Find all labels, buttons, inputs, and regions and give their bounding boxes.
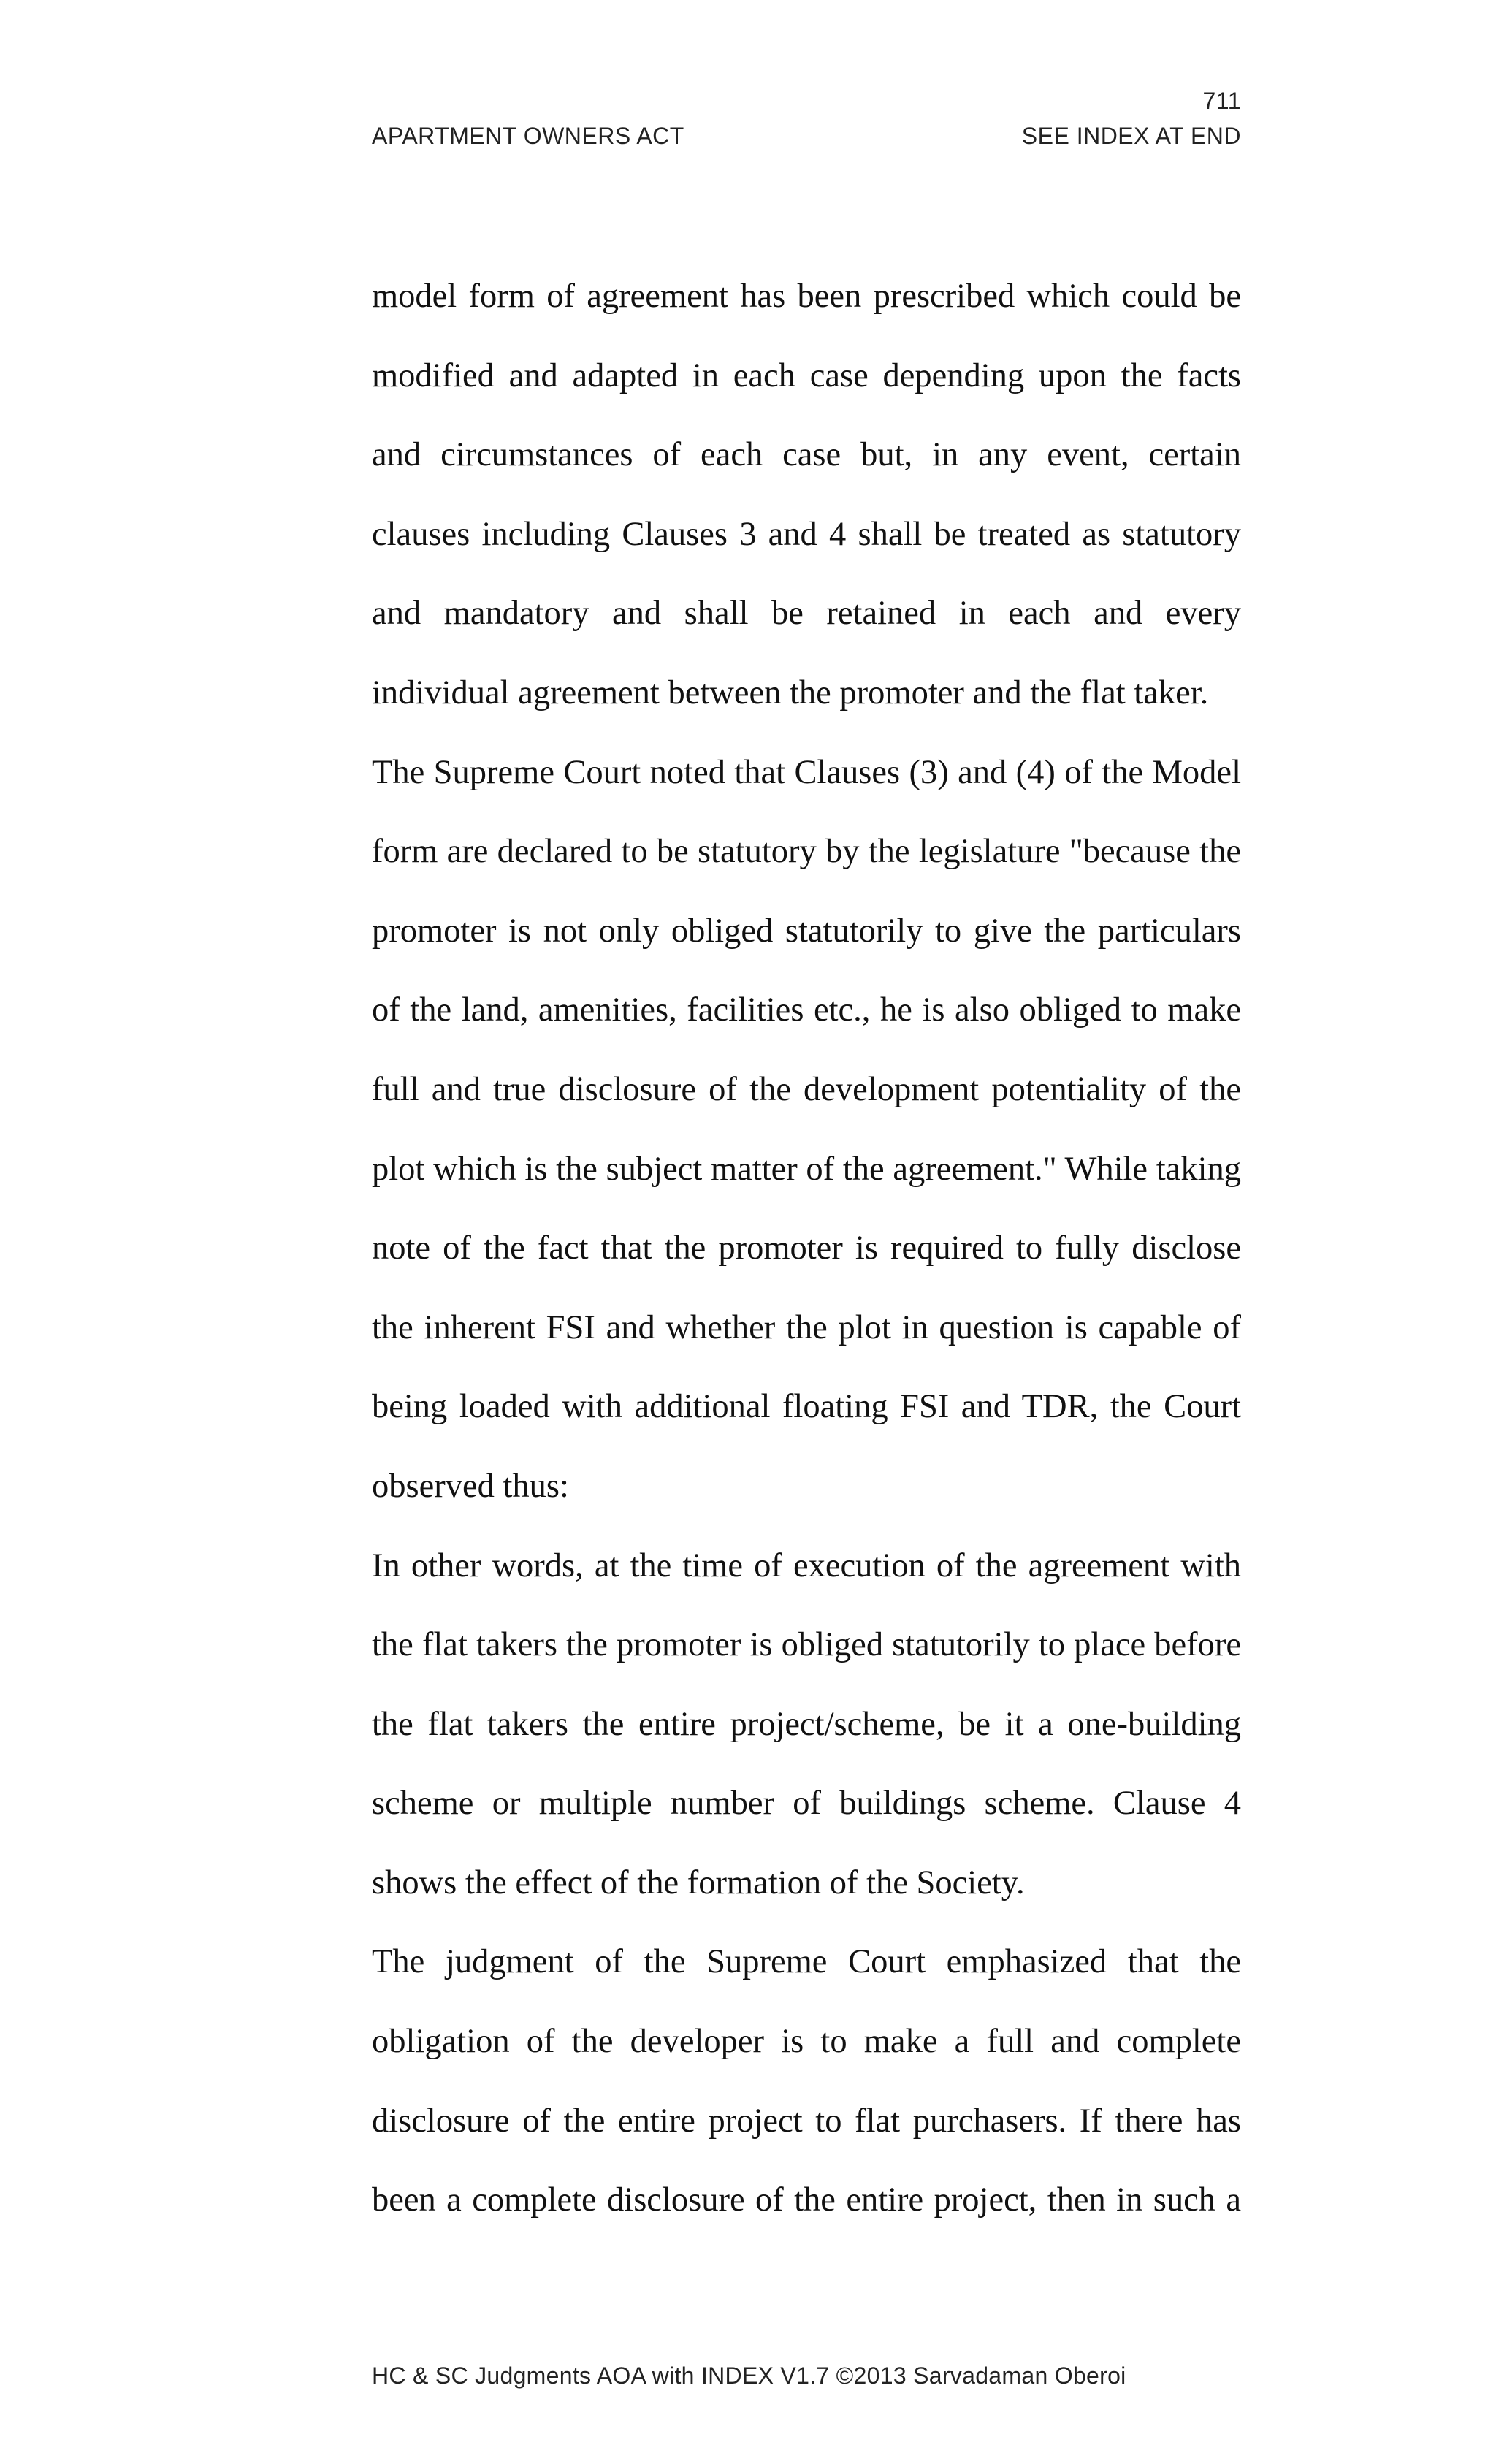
paragraph: The judgment of the Supreme Court emphasized that the obligation of the developer is to make a full and complete disclosure of the entire project to flat purchasers. If there has been a complete disclosure of the entire project, then in such a <box>372 1943 1241 2219</box>
running-header-title: APARTMENT OWNERS ACT <box>372 123 684 149</box>
paragraph: The Supreme Court noted that Clauses (3) and (4) of the Model form are declared to be statutory by the legislature "because the promoter is not only obliged statutorily to give the particulars of the land, amenities, facilities etc., he is also obliged to make full and true disclosure of the development potentiality of the plot which is the subject matter of the agreement." While taking note of the fact that the promoter is required to fully disclose the inherent FSI and whether the plot in question is capable of being loaded with additional floating FSI and TDR, the Court observed thus: <box>372 753 1241 1505</box>
paragraph: In other words, at the time of execution of the agreement with the flat takers the promoter is obliged statutorily to place before the flat takers the entire project/scheme, be it a one-building scheme or multiple number of buildings scheme. Clause 4 shows the effect of the formation of the Society. <box>372 1546 1241 1902</box>
document-body <box>372 257 1241 2240</box>
page-footer: HC & SC Judgments AOA with INDEX V1.7 ©2013 Sarvadaman Oberoi <box>372 2362 1126 2389</box>
running-header-index-note: SEE INDEX AT END <box>1021 123 1241 149</box>
page-number: 711 <box>1202 88 1241 114</box>
paragraph: model form of agreement has been prescribed which could be modified and adapted in each case depending upon the facts and circumstances of each case but, in any event, certain clauses including Clauses 3 and 4 shall be treated as statutory and mandatory and shall be retained in each and every individual agreement between the promoter and the flat taker. <box>372 278 1241 712</box>
